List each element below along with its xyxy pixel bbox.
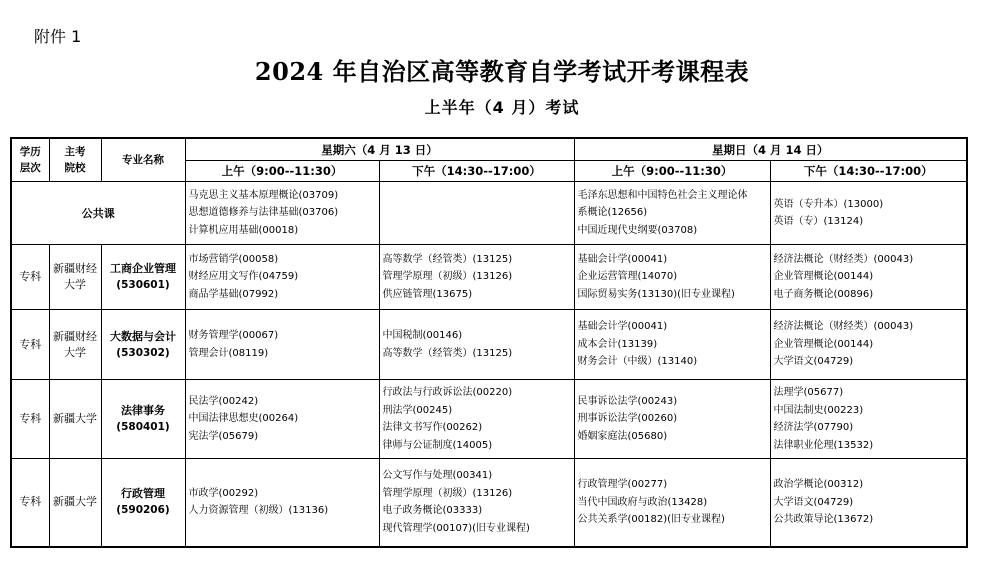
course-item: 系概论(12656) <box>577 207 648 219</box>
school-name-line: 大学 <box>64 345 86 359</box>
course-item: 管理学原理（初级）(13126) <box>382 271 513 283</box>
school-name-line: 新疆大学 <box>53 412 97 425</box>
course-item: 中国税制(00146) <box>382 330 463 341</box>
school-cell <box>49 459 101 547</box>
course-d1-am-cell <box>185 380 379 459</box>
course-item: 马克思主义基本原理概论(03709) <box>188 189 339 201</box>
public-course-row <box>11 182 967 245</box>
course-item: 思想道德修养与法律基础(03706) <box>188 207 339 219</box>
course-item: 公共关系学(00182)(旧专业课程) <box>577 514 725 525</box>
course-item: 商品学基础(07992) <box>188 288 279 300</box>
course-item: 大学语文(04729) <box>773 496 854 508</box>
major-cell <box>101 245 185 310</box>
major-cell <box>101 459 185 547</box>
course-item: 企业管理概论(00144) <box>773 338 874 350</box>
public-course-label: 公共课 <box>11 182 185 245</box>
header-day2-morning: 上午（9:00--11:30） <box>574 161 770 182</box>
major-row <box>11 245 967 310</box>
header-day1: 星期六（4 月 13 日） <box>185 138 574 161</box>
course-item: 基础会计学(00041) <box>577 321 668 333</box>
course-item: 公文写作与处理(00341) <box>382 470 493 482</box>
course-item: 英语（专升本）(13000) <box>773 198 884 210</box>
course-item: 婚姻家庭法(05680) <box>577 430 668 442</box>
school-cell <box>49 245 101 310</box>
school-name-line: 新疆财经 <box>53 262 97 275</box>
course-item: 律师与公证制度(14005) <box>382 439 493 451</box>
major-code: (530601) <box>116 279 170 291</box>
course-item: 公共政策导论(13672) <box>773 514 874 525</box>
major-cell <box>101 380 185 459</box>
course-item: 人力资源管理（初级）(13136) <box>188 505 329 517</box>
course-d1-pm-cell <box>379 310 574 380</box>
major-row <box>11 310 967 380</box>
school-cell <box>49 310 101 380</box>
course-item: 成本会计(13139) <box>577 338 658 350</box>
public-d2-pm-cell <box>770 182 967 245</box>
course-item: 财经应用文写作(04759) <box>188 271 299 283</box>
course-item: 计算机应用基础(00018) <box>188 224 299 236</box>
course-item: 行政管理学(00277) <box>577 479 668 490</box>
course-d2-am-cell <box>574 310 770 380</box>
course-item: 财务会计（中级）(13140) <box>577 356 698 368</box>
course-item: 高等数学（经管类）(13125) <box>382 253 513 265</box>
course-item: 刑事诉讼法学(00260) <box>577 413 678 425</box>
course-item: 法理学(05677) <box>773 387 844 398</box>
course-item: 中国法律思想史(00264) <box>188 413 299 425</box>
major-code: (580401) <box>116 421 170 433</box>
course-item: 现代管理学(00107)(旧专业课程) <box>382 522 530 534</box>
course-item: 财务管理学(00067) <box>188 330 279 341</box>
course-item: 经济法概论（财经类）(00043) <box>773 321 914 333</box>
level-cell: 专科 <box>11 310 49 380</box>
course-item: 刑法学(00245) <box>382 404 453 416</box>
course-item: 宪法学(05679) <box>188 430 259 442</box>
course-d2-pm-cell <box>770 459 967 547</box>
public-d1-pm-cell <box>379 182 574 245</box>
course-item: 管理会计(08119) <box>188 347 269 359</box>
level-cell: 专科 <box>11 459 49 547</box>
course-d2-pm-cell <box>770 310 967 380</box>
course-item: 电子政务概论(03333) <box>382 505 483 517</box>
course-item: 中国法制史(00223) <box>773 404 864 416</box>
course-item: 当代中国政府与政治(13428) <box>577 496 708 508</box>
course-item: 政治学概论(00312) <box>773 479 864 490</box>
course-item: 法律职业伦理(13532) <box>773 439 874 451</box>
course-item: 英语（专）(13124) <box>773 216 864 227</box>
major-name: 法律事务 <box>121 404 165 417</box>
course-item: 中国近现代史纲要(03708) <box>577 224 698 236</box>
course-d1-pm-cell <box>379 380 574 459</box>
page-title: 2024 年自治区高等教育自学考试开考课程表 <box>254 57 750 86</box>
course-item: 大学语文(04729) <box>773 356 854 368</box>
course-item: 经济法学(07790) <box>773 422 854 433</box>
course-d1-am-cell <box>185 459 379 547</box>
level-cell: 专科 <box>11 380 49 459</box>
school-cell <box>49 380 101 459</box>
course-d2-am-cell <box>574 245 770 310</box>
course-item: 电子商务概论(00896) <box>773 288 874 300</box>
level-cell: 专科 <box>11 245 49 310</box>
course-item: 经济法概论（财经类）(00043) <box>773 253 914 265</box>
header-day1-morning: 上午（9:00--11:30） <box>185 161 379 182</box>
header-row-days <box>11 138 967 161</box>
course-item: 企业管理概论(00144) <box>773 271 874 283</box>
course-item: 基础会计学(00041) <box>577 253 668 265</box>
major-code: (590206) <box>116 504 170 517</box>
header-major: 专业名称 <box>101 138 185 182</box>
course-item: 民法学(00242) <box>188 395 259 407</box>
course-item: 国际贸易实务(13130)(旧专业课程) <box>577 288 735 300</box>
school-name-line: 大学 <box>64 278 86 291</box>
major-name: 工商企业管理 <box>110 262 176 275</box>
major-row <box>11 380 967 459</box>
course-item: 毛泽东思想和中国特色社会主义理论体 <box>577 189 748 201</box>
public-d1-am-cell <box>185 182 379 245</box>
header-school: 主考 院校 <box>49 138 101 182</box>
course-item: 供应链管理(13675) <box>382 288 473 300</box>
course-item: 市政学(00292) <box>188 487 259 499</box>
course-item: 市场营销学(00058) <box>188 253 279 265</box>
course-d1-pm-cell <box>379 245 574 310</box>
page-subtitle: 上半年（4 月）考试 <box>424 98 580 117</box>
header-day2: 星期日（4 月 14 日） <box>574 138 967 161</box>
major-code: (530302) <box>116 346 170 359</box>
course-item: 法律文书写作(00262) <box>382 422 483 433</box>
school-name-line: 新疆大学 <box>53 495 97 509</box>
course-item: 民事诉讼法学(00243) <box>577 395 678 407</box>
school-name-line: 新疆财经 <box>53 329 97 343</box>
major-cell <box>101 310 185 380</box>
attachment-label: 附件 1 <box>34 27 82 46</box>
course-d1-am-cell <box>185 310 379 380</box>
header-level: 学历 层次 <box>11 138 49 182</box>
course-item: 管理学原理（初级）(13126) <box>382 487 513 499</box>
course-item: 企业运营管理(14070) <box>577 271 678 283</box>
schedule-table <box>10 137 968 548</box>
course-d2-pm-cell <box>770 380 967 459</box>
course-d1-am-cell <box>185 245 379 310</box>
course-d2-am-cell <box>574 380 770 459</box>
header-day2-afternoon: 下午（14:30--17:00） <box>770 161 967 182</box>
public-d2-am-cell <box>574 182 770 245</box>
course-d2-am-cell <box>574 459 770 547</box>
course-item: 高等数学（经管类）(13125) <box>382 347 513 359</box>
course-item: 行政法与行政诉讼法(00220) <box>382 387 513 398</box>
major-name: 大数据与会计 <box>110 329 176 343</box>
course-d2-pm-cell <box>770 245 967 310</box>
major-name: 行政管理 <box>121 487 165 501</box>
major-row <box>11 459 967 547</box>
header-day1-afternoon: 下午（14:30--17:00） <box>379 161 574 182</box>
course-d1-pm-cell <box>379 459 574 547</box>
